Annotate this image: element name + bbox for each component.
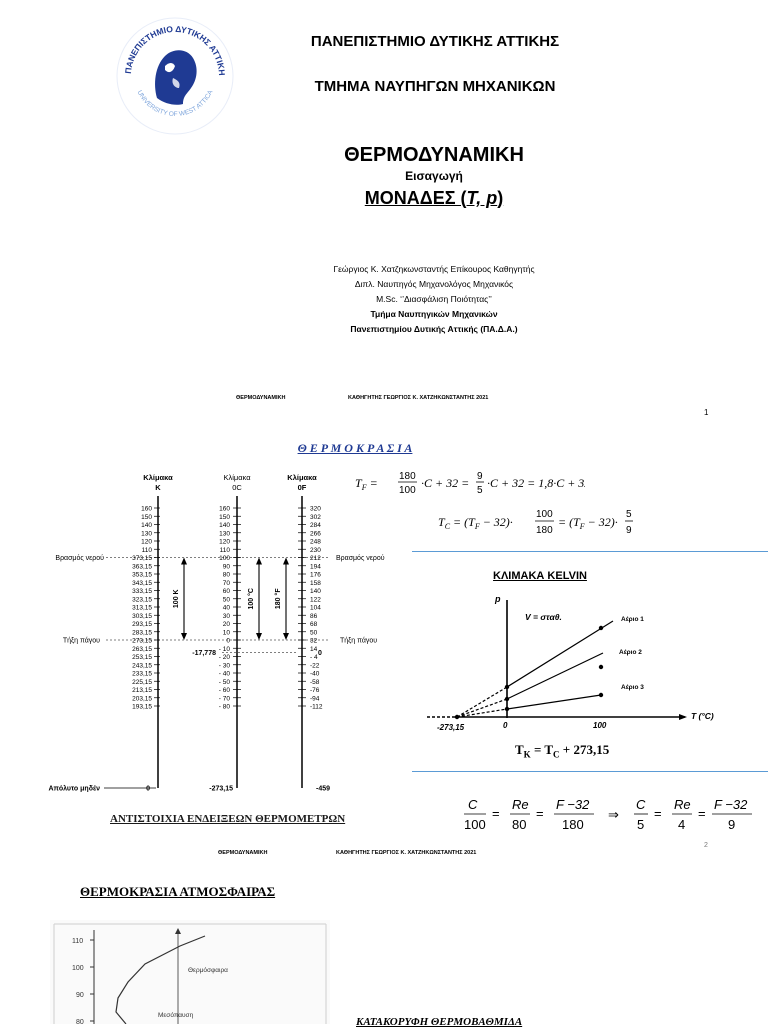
university-logo [113,14,237,138]
svg-text:Re: Re [674,797,691,812]
boiling-label-right: Βρασμός νερού [336,555,385,562]
svg-text:4: 4 [678,817,686,832]
f-tick-label: 158 [310,579,321,587]
gas-1-label: Αέριο 1 [621,616,644,623]
c-tick-label: - 60 [218,687,230,694]
svg-text:100: 100 [399,485,416,496]
logo-english-text-path: UNIVERSITY OF WEST ATTICA [135,89,215,119]
kelvin-title: ΚΛΙΜΑΚΑ KELVIN [493,570,587,582]
c-tick-label: 40 [222,604,230,612]
divider-top [412,551,768,552]
scale-f-title: Κλίμακα [287,473,317,482]
c-tick-label: - 80 [218,703,230,711]
topic-title [284,188,584,209]
topic-prefix: ΜΟΝΑΔΕΣ ( [364,188,467,208]
kelvin-annotation: V = σταθ. [525,612,562,622]
page-number-2: 2 [704,842,708,849]
k-tick-label: 243,15 [132,662,152,670]
svg-text:180: 180 [562,817,584,832]
svg-text:⇒: ⇒ [608,807,619,822]
atmosphere-chart [50,920,330,1024]
svg-text:F −32: F −32 [556,797,590,812]
atmosphere-title: ΘΕΡΜΟΚΡΑΣΙΑ ΑΤΜΟΣΦΑΙΡΑΣ [80,884,276,899]
svg-text:5: 5 [637,817,645,832]
atm-y-110: 110 [72,938,84,945]
footer-left-2: ΘΕΡΜΟΔΥΝΑΜΙΚΗ [218,850,268,856]
c-zero-label: -273,15 [209,785,233,793]
f-span-label: 180 °F [275,588,282,610]
c-tick-label: - 40 [218,670,230,678]
svg-text:TF =: $T_F$ = [355,476,378,492]
kelvin-y-label: p [495,594,501,604]
k-tick-label: 150 [141,513,152,521]
scale-f-unit: 0F [297,483,307,492]
f-tick-label: 104 [310,604,321,612]
k-tick-label: 283,15 [132,629,152,637]
university-name: ΠΑΝΕΠΙΣΤΗΜΙΟ ΔΥΤΙΚΗΣ ΑΤΤΙΚΗΣ [310,33,560,50]
svg-text:C: C [468,797,478,812]
k-span-arrow-head-top [181,558,187,565]
f-tick-label: -76 [310,687,320,694]
k-tick-label: 323,15 [132,596,152,604]
topic-vars: T, p [466,188,498,208]
ratio-formula [462,792,762,836]
c-tick-label: - 30 [218,662,230,670]
f-tick-label: -40 [310,670,320,678]
kelvin-formula: $T_K = T_C + 273,15$ [515,742,610,760]
f-tick-label: 248 [310,538,321,546]
k-tick-label: 110 [141,546,152,554]
temperature-title: Θ Ε Ρ Μ Ο Κ Ρ Α Σ Ι Α [297,441,413,455]
svg-text:9: 9 [626,525,632,536]
vertical-gradient-title: ΚΑΤΑΚΟΡΥΦΗ ΘΕΡΜΟΒΑΘΜΙΔΑ [356,1016,523,1028]
svg-text:C: C [636,797,646,812]
f-span-arrow-head-bottom [283,633,289,640]
f-tick-label: 230 [310,546,321,554]
scale-k-title: Κλίμακα [143,473,173,482]
c-equal-point-label: -17,778 [192,650,216,657]
svg-text:=: = [654,806,662,821]
author-msc: M.Sc. ‘’Διασφάλιση Ποιότητας’’ [376,294,492,304]
author-degree: Διπλ. Ναυπηγός Μηχανολόγος Μηχανικός [354,279,514,289]
c-tick-label: 100 [219,555,230,562]
f-tick-label: -58 [310,678,320,686]
atm-y-80: 80 [76,1019,84,1024]
f-tick-label: 140 [310,588,321,595]
thermometer-caption: ΑΝΤΙΣΤΟΙΧΙΑ ΕΝΔΕΙΞΕΩΝ ΘΕΡΜΟΜΕΤΡΩΝ [110,813,346,825]
boiling-label-left: Βρασμός νερού [55,555,104,562]
f-tick-label: 14 [310,645,318,653]
k-tick-label: 333,15 [132,588,152,595]
svg-text:9: 9 [728,817,736,832]
k-tick-label: 293,15 [132,621,152,628]
svg-text:·C + 32 = 1,8·C + 32: ·C + 32 = 1,8·C + 32 [487,476,585,490]
f-tick-label: 122 [310,596,321,604]
k-tick-label: 225,15 [132,678,152,686]
k-tick-label: 303,15 [132,612,152,620]
kelvin-x-label: T (°C) [691,711,714,721]
f-tick-label: 86 [310,612,318,620]
page-number: 1 [704,408,709,417]
c-tick-label: - 70 [218,695,230,703]
c-tick-label: 160 [219,505,230,513]
formula-tc [438,505,638,543]
k-tick-label: 373,15 [132,555,152,562]
f-zero-label: -459 [316,785,331,793]
k-tick-label: 353,15 [132,571,152,579]
svg-text:9: 9 [477,471,483,482]
svg-text:5: 5 [626,509,632,520]
svg-text:80: 80 [512,817,527,832]
mesopause-label: Μεσόπαυση [158,1012,194,1019]
svg-text:= (TF − 32)·: = $(T_F - 32)\cdot$ [558,515,618,531]
k-zero-label: 0 [146,785,150,793]
logo-greek-text-path: ΠΑΝΕΠΙΣΤΗΜΙΟ ΔΥΤΙΚΗΣ ΑΤΤΙΚΗ [122,23,228,76]
svg-text:=: = [698,806,706,821]
footer-left: ΘΕΡΜΟΔΥΝΑΜΙΚΗ [236,395,286,401]
c-tick-label: 140 [219,522,230,529]
thermometer-scales [0,460,410,800]
f-tick-label: 284 [310,522,321,529]
scale-k-unit: K [155,483,161,492]
melting-label-right: Τήξη πάγου [340,637,378,645]
k-tick-label: 313,15 [132,604,152,612]
gas-2-label: Αέριο 2 [619,649,642,656]
svg-text:·C + 32 =: ·C + 32 = [421,476,470,490]
k-span-arrow-head-bottom [181,633,187,640]
footer-right: ΚΑΘΗΓΗΤΗΣ ΓΕΩΡΓΙΟΣ Κ. ΧΑΤΖΗΚΩΝΣΤΑΝΤΗΣ 2021 [348,395,489,401]
kelvin-x-tick-zero: 0 [503,721,508,730]
f-tick-label: 68 [310,621,318,628]
c-tick-label: - 10 [218,645,230,653]
c-tick-label: 10 [222,629,230,637]
scale-c-unit: 0C [232,483,242,492]
k-tick-label: 263,15 [132,645,152,653]
svg-text:180: 180 [536,525,553,536]
course-subtitle: Εισαγωγή [405,169,463,183]
divider-bottom [412,771,768,772]
k-tick-label: 140 [141,522,152,529]
author-block [234,262,634,337]
author-department: Τμήμα Ναυπηγικών Μηχανικών [370,309,498,319]
f-equal-point-label: 0 [318,650,322,657]
f-span-arrow-head-top [283,558,289,565]
f-tick-label: 32 [310,637,318,645]
kelvin-chart [425,588,715,738]
author-university: Πανεπιστημίου Δυτικής Αττικής (ΠΑ.Δ.Α.) [350,324,518,334]
k-tick-label: 213,15 [132,687,152,694]
author-name: Γεώργιος Κ. Χατζηκωνσταντής Επίκουρος Καθηγητής [333,264,535,274]
c-tick-label: 90 [222,563,230,571]
f-tick-label: -112 [310,703,323,711]
c-tick-label: 110 [219,546,230,554]
c-tick-label: 60 [222,588,230,595]
k-tick-label: 120 [141,538,152,546]
k-span-label: 100 K [173,589,180,609]
atm-y-90: 90 [76,992,84,999]
c-tick-label: 20 [222,621,230,628]
svg-text:100: 100 [464,817,486,832]
c-tick-label: 130 [219,530,230,538]
footer-right-2: ΚΑΘΗΓΗΤΗΣ ΓΕΩΡΓΙΟΣ Κ. ΧΑΤΖΗΚΩΝΣΤΑΝΤΗΣ 2021 [336,850,477,856]
svg-text:Re: Re [512,797,529,812]
absolute-zero-label: Απόλυτο μηδέν [48,785,100,793]
f-tick-label: 266 [310,530,321,538]
c-tick-label: 0 [226,637,230,645]
svg-text:5: 5 [477,485,483,496]
k-tick-label: 130 [141,530,152,538]
c-tick-label: 30 [222,612,230,620]
topic-suffix: ) [497,188,504,208]
k-tick-label: 160 [141,505,152,513]
f-tick-label: 50 [310,629,318,637]
svg-text:TC = (TF − 32)·: $T_C = (T_F - 32)\cdot$ [438,515,513,531]
c-span-arrow-head-top [256,558,262,565]
atm-y-100: 100 [72,965,84,972]
svg-text:=: = [492,806,500,821]
f-tick-label: 212 [310,555,321,562]
melting-label-left: Τήξη πάγου [62,637,100,645]
f-tick-label: 176 [310,571,321,579]
c-tick-label: 80 [222,571,230,579]
svg-text:F −32: F −32 [714,797,748,812]
svg-text:=: = [536,806,544,821]
svg-text:180: 180 [399,471,416,482]
formula-tf [355,468,585,502]
course-title: ΘΕΡΜΟΔΥΝΑΜΙΚΗ [344,144,524,166]
f-tick-label: 320 [310,505,321,513]
k-tick-label: 233,15 [132,670,152,678]
c-tick-label: 50 [222,596,230,604]
kelvin-x-tick-abs: -273,15 [437,723,465,732]
k-tick-label: 363,15 [132,563,152,571]
k-tick-label: 253,15 [132,654,152,661]
department-name: ΤΜΗΜΑ ΝΑΥΠΗΓΩΝ ΜΗΧΑΝΙΚΩΝ [314,78,556,95]
f-tick-label: -22 [310,662,320,670]
k-tick-label: 203,15 [132,695,152,703]
k-tick-label: 343,15 [132,579,152,587]
gas-3-label: Αέριο 3 [621,684,644,691]
thermosphere-label: Θερμόσφαιρα [188,967,228,974]
c-span-label: 100 °C [248,588,255,610]
c-tick-label: - 20 [218,654,230,661]
c-tick-label: 150 [219,513,230,521]
k-tick-label: 193,15 [132,703,152,711]
kelvin-x-tick-100: 100 [593,721,607,730]
svg-text:100: 100 [536,509,553,520]
c-tick-label: 70 [222,579,230,587]
c-span-arrow-head-bottom [256,633,262,640]
c-tick-label: 120 [219,538,230,546]
f-tick-label: -94 [310,695,320,703]
k-tick-label: 273,15 [132,637,152,645]
scale-c-title: Κλίμακα [223,473,251,482]
f-tick-label: 194 [310,563,321,571]
f-tick-label: - 4 [310,654,318,661]
f-tick-label: 302 [310,513,321,521]
c-tick-label: - 50 [218,678,230,686]
